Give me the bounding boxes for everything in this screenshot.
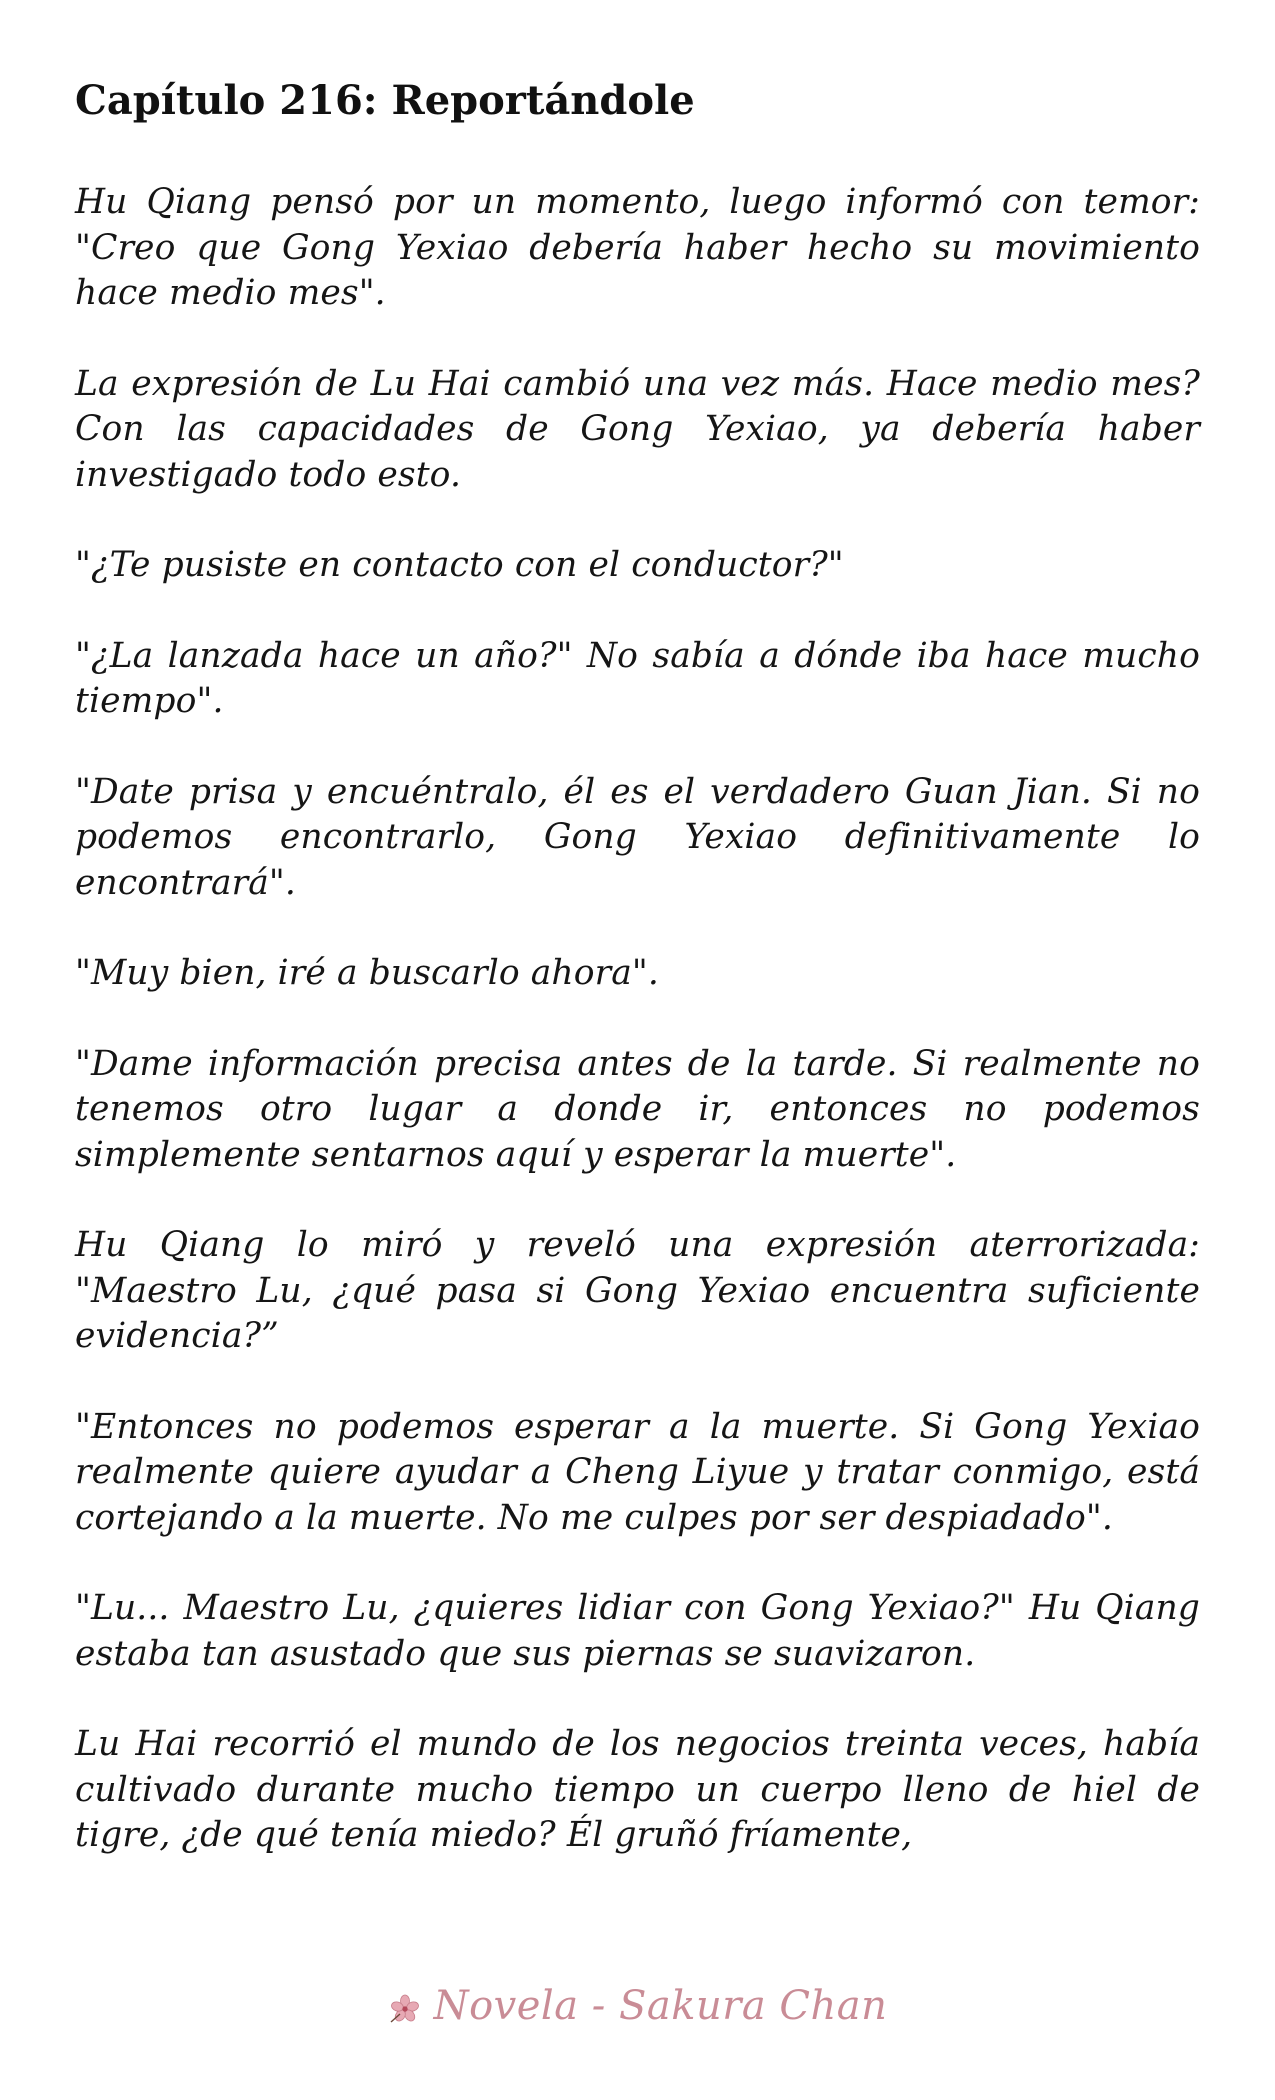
paragraph-9: "Entonces no podemos esperar a la muerte. Si Gong Yexiao realmente quiere ayudar a Cheng Liyue y tratar conmigo, está cortejando a la muerte. No me culpes por ser despiadado". <box>75 1406 1200 1538</box>
paragraph-11: Lu Hai recorrió el mundo de los negocios treinta veces, había cultivado durante mucho tiempo un cuerpo lleno de hiel de tigre, ¿de qué tenía miedo? Él gruñó fríamente, <box>75 1724 1200 1855</box>
paragraph-4: "¿La lanzada hace un año?" No sabía a dónde iba hace mucho tiempo". <box>75 635 1200 721</box>
paragraph-1: Hu Qiang pensó por un momento, luego informó con temor: "Creo que Gong Yexiao debería haber hecho su movimiento hace medio mes". <box>75 182 1200 313</box>
paragraph-3: "¿Te pusiste en contacto con el conductor?" <box>75 545 844 585</box>
paragraph-2: La expresión de Lu Hai cambió una vez más. Hace medio mes? Con las capacidades de Gong Yexiao, ya debería haber investigado todo esto. <box>75 363 1200 495</box>
chapter-page <box>75 72 1200 1904</box>
chapter-title: Capítulo 216: Reportándole <box>75 77 695 124</box>
paragraph-8: Hu Qiang lo miró y reveló una expresión aterrorizada: "Maestro Lu, ¿qué pasa si Gong Yexiao encuentra suficiente evidencia?” <box>75 1225 1200 1356</box>
sakura-blossom-icon <box>388 1989 422 2023</box>
watermark <box>0 1982 1275 2037</box>
paragraph-7: "Dame información precisa antes de la tarde. Si realmente no tenemos otro lugar a donde ir, entonces no podemos simplemente sentarnos aquí y esperar la muerte". <box>75 1043 1200 1175</box>
paragraph-6: "Muy bien, iré a buscarlo ahora". <box>75 953 659 993</box>
watermark-text: Novela - Sakura Chan <box>433 1983 888 2029</box>
paragraph-10: "Lu... Maestro Lu, ¿quieres lidiar con Gong Yexiao?" Hu Qiang estaba tan asustado que sus piernas se suavizaron. <box>75 1588 1200 1674</box>
paragraph-5: "Date prisa y encuéntralo, él es el verdadero Guan Jian. Si no podemos encontrarlo, Gong Yexiao definitivamente lo encontrará". <box>75 771 1200 903</box>
